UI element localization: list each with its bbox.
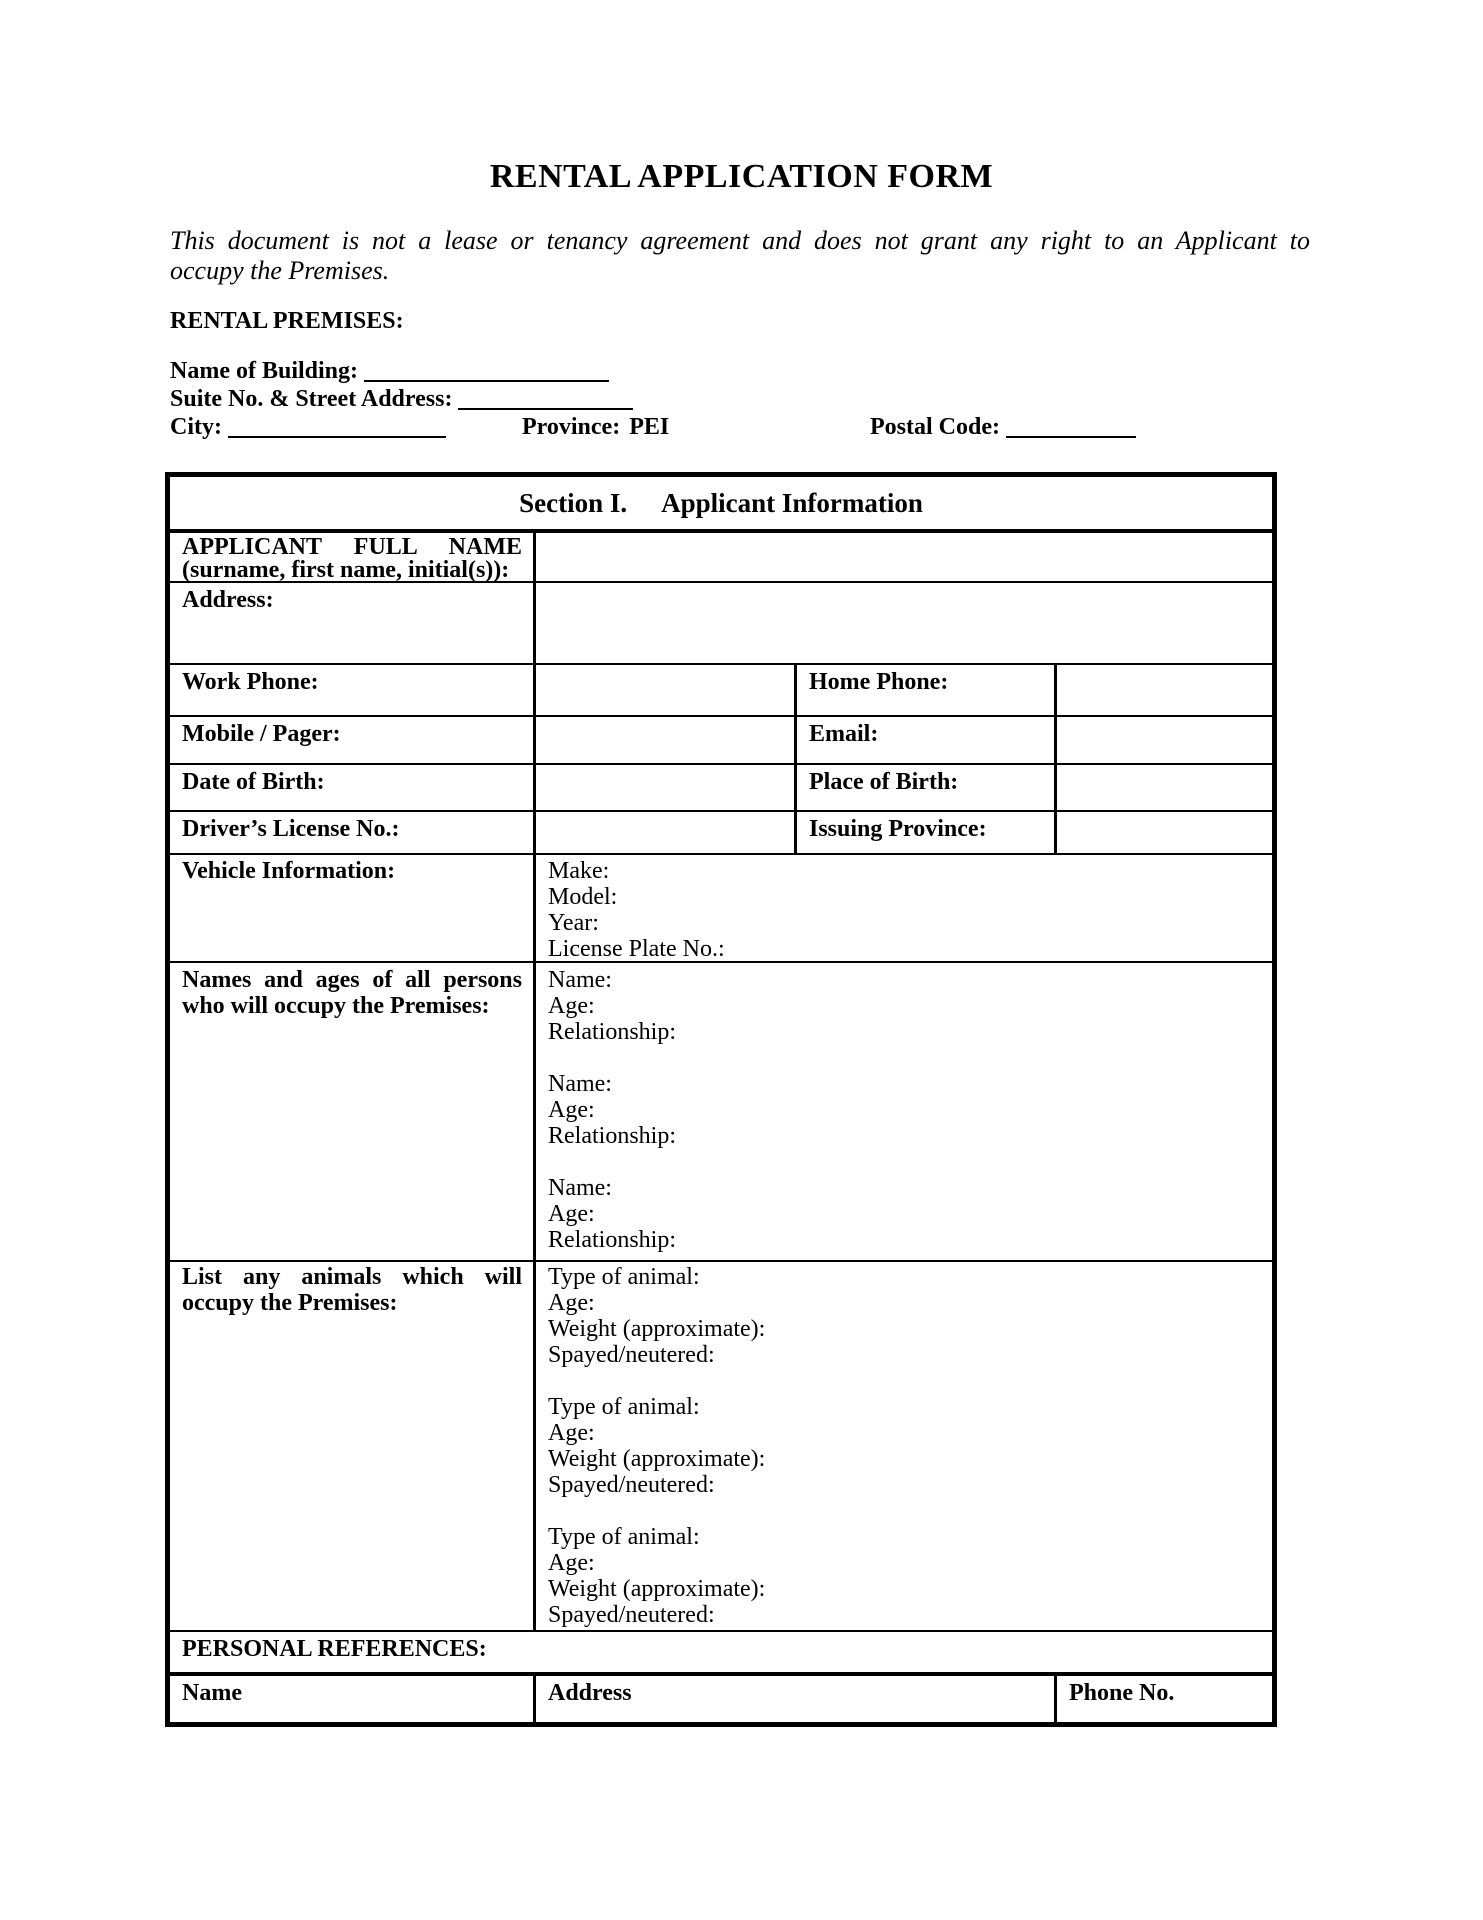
text-line: Age: [548, 993, 595, 1019]
street-label: Suite No. & Street Address: [170, 386, 453, 412]
drivers-license-label-cell: Driver’s License No.: [170, 812, 536, 853]
address-label-cell: Address: [170, 583, 536, 663]
text-line: Name: [548, 967, 612, 993]
email-input-cell[interactable] [1057, 717, 1272, 763]
text-line: Year: [548, 910, 599, 936]
date-of-birth-input-cell[interactable] [536, 765, 797, 810]
text-line: who will occupy the Premises: [182, 993, 490, 1019]
text-line: Spayed/neutered: [548, 1472, 715, 1498]
text-line [548, 1149, 1261, 1175]
email-label-cell: Email: [797, 717, 1057, 763]
mobile-pager-input-cell[interactable] [536, 717, 797, 763]
text-line: Name: [548, 1175, 612, 1201]
text-line: Weight (approximate): [548, 1576, 766, 1602]
province-field [522, 413, 669, 441]
place-of-birth-input-cell[interactable] [1057, 765, 1272, 810]
page-title: RENTAL APPLICATION FORM [489, 158, 994, 195]
building-field-line [170, 357, 1310, 385]
city-input-line[interactable] [228, 414, 446, 438]
occupants-label-cell [170, 963, 536, 1260]
place-of-birth-label-cell: Place of Birth: [797, 765, 1057, 810]
section1-header [170, 477, 1272, 533]
text-line: Spayed/neutered: [548, 1342, 715, 1368]
building-label: Name of Building: [170, 358, 359, 384]
row-work-home-phone [170, 665, 1272, 717]
reference-name-header-cell: Name [170, 1676, 536, 1722]
text-line [548, 1498, 1261, 1524]
text-line: Age: [548, 1201, 595, 1227]
work-phone-input-cell[interactable] [536, 665, 797, 715]
rental-premises-heading: RENTAL PREMISES: [170, 308, 404, 334]
date-of-birth-label-cell: Date of Birth: [170, 765, 536, 810]
row-personal-references-heading [170, 1632, 1272, 1676]
row-birth [170, 765, 1272, 812]
row-address [170, 583, 1272, 665]
row-vehicle-information [170, 855, 1272, 963]
row-drivers-license [170, 812, 1272, 855]
row-references-columns [170, 1676, 1272, 1722]
home-phone-label-cell: Home Phone: [797, 665, 1057, 715]
text-line: Weight (approximate): [548, 1446, 766, 1472]
issuing-province-label-cell: Issuing Province: [797, 812, 1057, 853]
text-line: Relationship: [548, 1227, 676, 1253]
text-line [548, 1368, 1261, 1394]
text-line: occupy the Premises. [170, 256, 390, 285]
text-line: Model: [548, 884, 618, 910]
text-line: occupy the Premises: [182, 1290, 398, 1316]
street-input-line[interactable] [458, 386, 633, 410]
text-line: Age: [548, 1097, 595, 1123]
animals-input-cell[interactable] [536, 1262, 1272, 1630]
city-label: City: [170, 414, 222, 440]
text-line: Type of animal: [548, 1394, 700, 1420]
disclaimer-paragraph [170, 226, 1310, 286]
text-line: Make: [548, 858, 610, 884]
text-line: Vehicle Information: [182, 858, 396, 884]
text-line: APPLICANT FULL NAME [182, 534, 522, 560]
street-field-line [170, 385, 1310, 413]
reference-phone-header-cell: Phone No. [1069, 1680, 1175, 1706]
section1-title: Applicant Information [661, 487, 923, 518]
vehicle-information-input-cell[interactable] [536, 855, 1272, 961]
row-animals [170, 1262, 1272, 1632]
text-line: Age: [548, 1290, 595, 1316]
row-applicant-full-name [170, 533, 1272, 583]
text-line: Relationship: [548, 1019, 676, 1045]
text-line: Age: [548, 1420, 595, 1446]
drivers-license-input-cell[interactable] [536, 812, 797, 853]
home-phone-input-cell[interactable] [1057, 665, 1272, 715]
city-field-line [170, 413, 1310, 441]
text-line: Type of animal: [548, 1524, 700, 1550]
text-line: License Plate No.: [548, 936, 725, 961]
work-phone-label-cell: Work Phone: [170, 665, 536, 715]
text-line: Spayed/neutered: [548, 1602, 715, 1628]
vehicle-information-label-cell [170, 855, 536, 961]
text-line: This document is not a lease or tenancy agreement and does not grant any right to an Applicant to [170, 226, 1310, 255]
applicant-information-table [165, 472, 1277, 1727]
animals-label-cell [170, 1262, 536, 1630]
building-input-line[interactable] [364, 358, 609, 382]
row-occupants [170, 963, 1272, 1262]
row-mobile-email [170, 717, 1272, 765]
postal-field [870, 413, 1136, 441]
text-line: Relationship: [548, 1123, 676, 1149]
applicant-full-name-label-cell [170, 533, 536, 581]
mobile-pager-label-cell: Mobile / Pager: [170, 717, 536, 763]
text-line: Name: [548, 1071, 612, 1097]
postal-code-label: Postal Code: [870, 414, 1000, 440]
text-line: (surname, first name, initial(s)): [182, 557, 510, 581]
postal-code-input-line[interactable] [1006, 414, 1136, 438]
address-input-cell[interactable] [536, 583, 1272, 663]
personal-references-heading: PERSONAL REFERENCES: [182, 1636, 487, 1662]
reference-address-header-cell: Address [536, 1676, 1057, 1722]
occupants-input-cell[interactable] [536, 963, 1272, 1260]
issuing-province-input-cell[interactable] [1057, 812, 1272, 853]
province-label: Province: [522, 414, 621, 440]
text-line: Weight (approximate): [548, 1316, 766, 1342]
section1-number: Section I. [519, 487, 628, 518]
text-line: Type of animal: [548, 1264, 700, 1290]
text-line: Age: [548, 1550, 595, 1576]
applicant-full-name-input-cell[interactable] [536, 533, 1272, 581]
text-line: Names and ages of all persons [182, 967, 522, 993]
province-value: PEI [629, 414, 670, 440]
text-line [548, 1045, 1261, 1071]
text-line: List any animals which will [182, 1264, 522, 1290]
